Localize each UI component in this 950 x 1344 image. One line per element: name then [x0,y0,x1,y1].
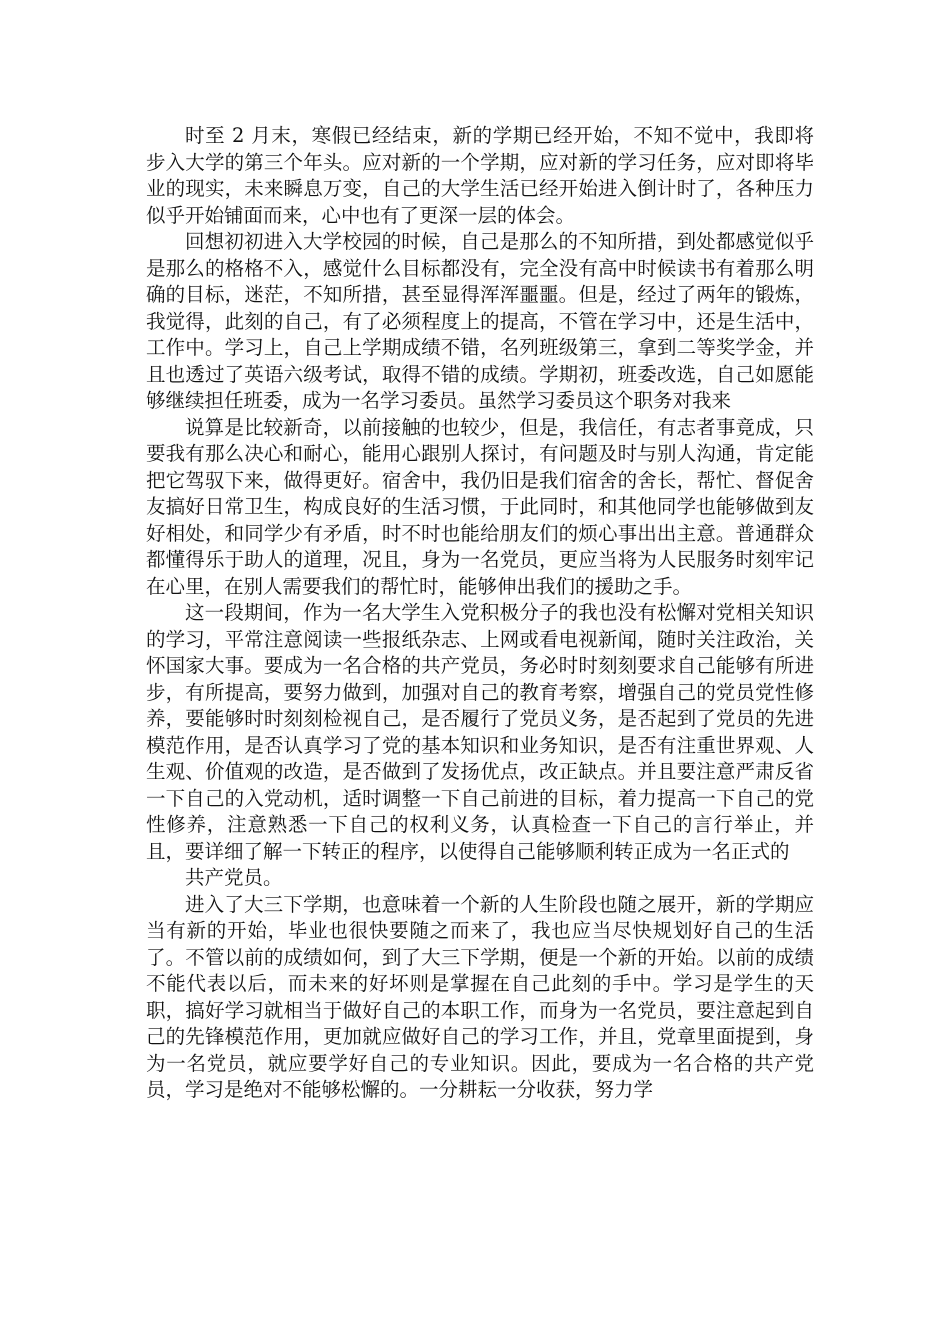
paragraph-4: 这一段期间，作为一名大学生入党积极分子的我也没有松懈对党相关知识的学习，平常注意阅读一些报纸杂志、上网或看电视新闻，随时关注政治，关怀国家大事。要成为一名合格的共产党员，务必时时刻刻要求自己能够有所进步，有所提高，要努力做到，加强对自己的教育考察，增强自己的党员党性修养，要能够时时刻刻检视自己，是否履行了党员义务，是否起到了党员的先进模范作用，是否认真学习了党的基本知识和业务知识，是否有注重世界观、人生观、价值观的改造，是否做到了发扬优点，改正缺点。并且要注意严肃反省一下自己的入党动机，适时调整一下自己前进的目标，着力提高一下自己的党性修养，注意熟悉一下自己的权利义务，认真检查一下自己的言行举止，并且，要详细了解一下转正的程序，以使得自己能够顺利转正成为一名正式的 [146,601,814,863]
paragraph-1: 时至 2 月末，寒假已经结束，新的学期已经开始，不知不觉中，我即将步入大学的第三个年头。应对新的一个学期，应对新的学习任务，应对即将毕业的现实，未来瞬息万变，自己的大学生活已经开始进入倒计时了，各种压力似乎开始铺面而来，心中也有了更深一层的体会。 [146,124,814,227]
paragraph-6: 进入了大三下学期，也意味着一个新的人生阶段也随之展开，新的学期应当有新的开始，毕业也很快要随之而来了，我也应当尽快规划好自己的生活了。不管以前的成绩如何，到了大三下学期，便是一个新的开始。以前的成绩不能代表以后，而未来的好坏则是掌握在自己此刻的手中。学习是学生的天职，搞好学习就相当于做好自己的本职工作，而身为一名党员，要注意起到自己的先锋模范作用，更加就应做好自己的学习工作，并且，党章里面提到，身为一名党员，就应要学好自己的专业知识。因此，要成为一名合格的共产党员，学习是绝对不能够松懈的。一分耕耘一分收获，努力学 [146,892,814,1101]
paragraph-3: 说算是比较新奇，以前接触的也较少，但是，我信任，有志者事竟成，只要我有那么决心和耐心，能用心跟别人探讨，有问题及时与别人沟通，肯定能把它驾驭下来，做得更好。宿舍中，我仍旧是我们宿舍的舍长，帮忙、督促舍友搞好日常卫生，构成良好的生活习惯，于此同时，和其他同学也能够做到友好相处，和同学少有矛盾，时不时也能给朋友们的烦心事出出主意。普通群众都懂得乐于助人的道理，况且，身为一名党员，更应当将为人民服务时刻牢记在心里，在别人需要我们的帮忙时，能够伸出我们的援助之手。 [146,415,814,598]
paragraph-5: 共产党员。 [185,866,283,889]
paragraph-2: 回想初初进入大学校园的时候，自己是那么的不知所措，到处都感觉似乎是那么的格格不入，感觉什么目标都没有，完全没有高中时候读书有着那么明确的目标，迷茫，不知所措，甚至显得浑浑噩噩。但是，经过了两年的锻炼，我觉得，此刻的自己，有了必须程度上的提高，不管在学习中，还是生活中，工作中。学习上，自己上学期成绩不错，名列班级第三，拿到二等奖学金，并且也透过了英语六级考试，取得不错的成绩。学期初，班委改选，自己如愿能够继续担任班委，成为一名学习委员。虽然学习委员这个职务对我来 [146,230,814,412]
document-body [146,123,814,1104]
